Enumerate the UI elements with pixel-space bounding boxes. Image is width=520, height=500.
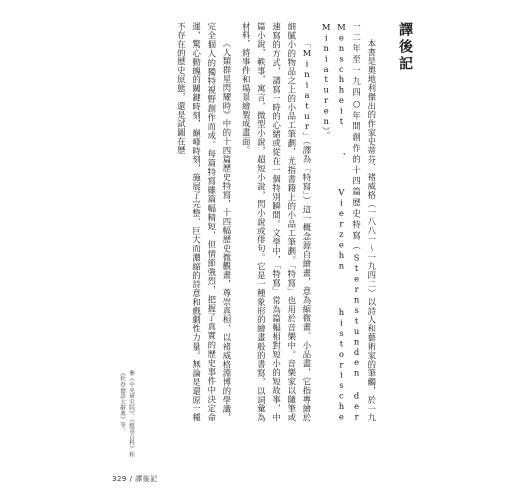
chapter-title: 譯後記 [397, 22, 413, 73]
page-footer: 329 / 譯後記 [112, 475, 158, 483]
footnote: 參《中央研究院》、《維基百科》和《杜登德語大辭典》等。 [119, 370, 134, 458]
paragraph-3: 《人類群星閃耀時》中的十四篇歷史特寫，十四幅歷史微觀畫，尊崇真相，以褚威格淵博的學識，完全個人的獨特視野創作而成。每篇特寫雖篇幅精短，但情節強烈，把握了真實的歷史事件中決定命運，驚心動魄的關鍵時刻，巔峰時刻，施展了完整、巨大而濃縮的詩意和戲劇性力量。無論是還原一種不存在的歷史原態，還是試圖在歷 [176, 22, 232, 422]
paragraph-2: 「Miniatur」（譯為「特寫」）這一概念源自繪畫，意為縮微畫、小品畫，它指專繪於細膩小的物品之上的小品工筆劃，尤指書籍上的小品工筆劃。「特寫」也用於音樂中。音樂家以隨筆或速寫的方式，譜寫一時的心緒或從在一個特別瞬間。文學中，「特寫」常為篇幅相對短小的短故事，中篇小說，軼事，寓言，微型小說，超短小說，閃小說或俳句。它是一種象形的繪畫般的書寫，以詞彙為材料，將事件和場景繪製成畫面。 [241, 22, 312, 422]
paragraph-1: 本書是奧地利傑出的作家史蒂芬．褚威格（一八八一～一九四二）以詩人和藝術家的筆觸，於一九一二年至一九四○年間創作的十四篇歷史特寫（Sternstunden der Menschheit，Vierzehn historische Miniaturen）。 [321, 22, 377, 422]
vertical-text-column [173, 22, 412, 422]
